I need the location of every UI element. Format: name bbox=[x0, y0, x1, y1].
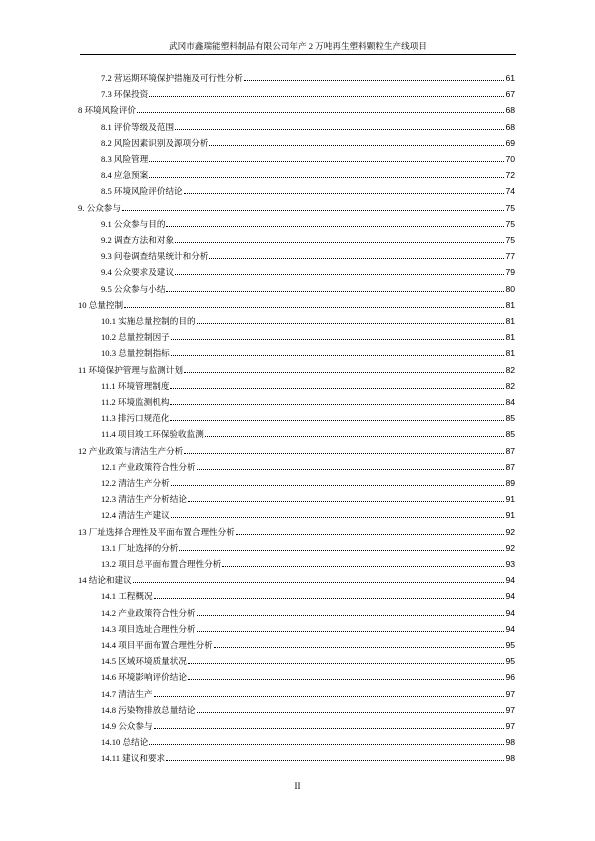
dot-leader bbox=[170, 388, 504, 389]
dot-leader bbox=[171, 485, 505, 486]
toc-section-entry[interactable] bbox=[101, 283, 515, 295]
toc-entry-page: 68 bbox=[505, 105, 515, 116]
dot-leader bbox=[170, 420, 504, 421]
toc-entry-title: 8.3 风险管理 bbox=[101, 154, 149, 164]
toc-entry-page: 82 bbox=[505, 364, 515, 375]
dot-leader bbox=[171, 339, 505, 340]
toc-entry-page: 70 bbox=[505, 154, 515, 164]
dot-leader bbox=[244, 80, 505, 81]
dot-leader bbox=[197, 323, 505, 324]
toc-entry-title: 13 厂址选择合理性及平面布置合理性分析 bbox=[78, 526, 235, 537]
toc-section-entry[interactable] bbox=[101, 493, 515, 505]
toc-section-entry[interactable] bbox=[101, 623, 515, 635]
toc-entry-page: 82 bbox=[505, 380, 515, 391]
toc-chapter-entry[interactable] bbox=[78, 445, 515, 457]
toc-section-entry[interactable] bbox=[101, 185, 515, 197]
toc-entry-page: 84 bbox=[505, 397, 515, 407]
toc-section-entry[interactable] bbox=[101, 121, 515, 133]
toc-entry-page: 94 bbox=[505, 623, 515, 634]
dot-leader bbox=[175, 274, 504, 275]
toc-entry-page: 89 bbox=[505, 478, 515, 488]
dot-leader bbox=[154, 598, 505, 599]
dot-leader bbox=[184, 453, 504, 454]
dot-leader bbox=[184, 193, 505, 194]
toc-entry-page: 75 bbox=[505, 202, 515, 213]
toc-entry-title: 12.2 清洁生产分析 bbox=[101, 478, 170, 488]
toc-entry-title: 8.2 风险因素识别及源项分析 bbox=[101, 137, 209, 148]
toc-entry-page: 92 bbox=[505, 526, 515, 537]
toc-entry-page: 77 bbox=[505, 251, 515, 262]
toc-section-entry[interactable] bbox=[101, 752, 515, 764]
dot-leader bbox=[171, 355, 505, 356]
toc-section-entry[interactable] bbox=[101, 331, 515, 343]
dot-leader bbox=[133, 582, 505, 583]
toc-entry-title: 14 结论和建议 bbox=[78, 575, 132, 586]
toc-entry-title: 8.1 评价等级及范围 bbox=[101, 121, 175, 132]
toc-entry-page: 93 bbox=[505, 559, 515, 569]
toc-section-entry[interactable] bbox=[101, 688, 515, 700]
toc-entry-title: 13.1 厂址选择的分析 bbox=[101, 542, 179, 553]
toc-entry-title: 14.4 项目平面布置合理性分析 bbox=[101, 640, 213, 650]
toc-section-entry[interactable] bbox=[101, 234, 515, 246]
toc-chapter-entry[interactable] bbox=[78, 299, 515, 311]
toc-chapter-entry[interactable] bbox=[78, 574, 515, 586]
toc-section-entry[interactable] bbox=[101, 266, 515, 278]
toc-entry-title: 9.3 问卷调查结果统计和分析 bbox=[101, 251, 209, 262]
toc-section-entry[interactable] bbox=[101, 704, 515, 716]
toc-entry-page: 81 bbox=[505, 348, 515, 359]
toc-entry-title: 14.5 区域环境质量状况 bbox=[101, 656, 187, 667]
toc-entry-title: 8.5 环境风险评价结论 bbox=[101, 186, 183, 197]
toc-entry-title: 10.1 实施总量控制的目的 bbox=[101, 316, 196, 326]
toc-entry-page: 94 bbox=[505, 575, 515, 586]
toc-section-entry[interactable] bbox=[101, 250, 515, 262]
toc-entry-page: 97 bbox=[505, 704, 515, 715]
dot-leader bbox=[222, 566, 504, 567]
running-header: 武冈市鑫瑞能塑料制品有限公司年产 2 万吨再生塑料颗粒生产线项目 bbox=[169, 41, 427, 51]
toc-entry-title: 14.11 建议和要求 bbox=[101, 753, 166, 764]
toc-entry-page: 95 bbox=[505, 656, 515, 667]
dot-leader bbox=[154, 728, 505, 729]
toc-section-entry[interactable] bbox=[101, 607, 515, 619]
dot-leader bbox=[175, 129, 504, 130]
toc-entry-page: 67 bbox=[505, 89, 515, 100]
toc-entry-title: 11.2 环境监测机构 bbox=[101, 397, 170, 407]
toc-entry-title: 14.2 产业政策符合性分析 bbox=[101, 607, 196, 618]
toc-entry-page: 75 bbox=[505, 235, 515, 245]
toc-entry-title: 11.3 排污口规范化 bbox=[101, 413, 170, 424]
dot-leader bbox=[170, 404, 504, 405]
toc-entry-title: 11.1 环境管理制度 bbox=[101, 380, 170, 391]
toc-entry-title: 8.4 应急预案 bbox=[101, 170, 149, 181]
dot-leader bbox=[209, 145, 504, 146]
toc-entry-title: 14.8 污染物排放总量结论 bbox=[101, 704, 196, 715]
toc-entry-title: 14.10 总结论 bbox=[101, 737, 149, 748]
toc-entry-title: 14.9 公众参与 bbox=[101, 721, 153, 731]
toc-section-entry[interactable] bbox=[101, 477, 515, 489]
dot-leader bbox=[205, 436, 505, 437]
dot-leader bbox=[137, 112, 504, 113]
toc-entry-page: 91 bbox=[505, 510, 515, 521]
dot-leader bbox=[209, 258, 504, 259]
dot-leader bbox=[166, 291, 504, 292]
header-rule bbox=[80, 54, 516, 55]
toc-entry-page: 94 bbox=[505, 591, 515, 602]
toc-entry-title: 9.1 公众参与目的 bbox=[101, 218, 166, 229]
toc-chapter-entry[interactable] bbox=[78, 364, 515, 376]
toc-entry-page: 80 bbox=[505, 283, 515, 294]
toc-entry-title: 9.5 公众参与小结 bbox=[101, 283, 166, 294]
toc-section-entry[interactable] bbox=[101, 639, 515, 651]
toc-section-entry[interactable] bbox=[101, 88, 515, 100]
dot-leader bbox=[184, 372, 504, 373]
toc-entry-page: 97 bbox=[505, 688, 515, 699]
toc-entry-page: 94 bbox=[505, 607, 515, 618]
toc-entry-page: 85 bbox=[505, 413, 515, 424]
toc-entry-title: 13.2 项目总平面布置合理性分析 bbox=[101, 559, 222, 569]
toc-entry-title: 9.4 公众要求及建议 bbox=[101, 267, 175, 278]
toc-entry-title: 12.4 清洁生产建议 bbox=[101, 510, 170, 521]
toc-entry-title: 12.3 清洁生产分析结论 bbox=[101, 494, 187, 505]
toc-entry-title: 14.6 环境影响评价结论 bbox=[101, 672, 187, 683]
toc-entry-page: 79 bbox=[505, 267, 515, 278]
dot-leader bbox=[188, 501, 504, 502]
toc-entry-page: 81 bbox=[505, 299, 515, 310]
dot-leader bbox=[149, 744, 504, 745]
toc-entry-page: 98 bbox=[505, 737, 515, 748]
toc-entry-title: 8 环境风险评价 bbox=[78, 105, 137, 116]
toc-entry-title: 14.7 清洁生产 bbox=[101, 688, 153, 699]
toc-section-entry[interactable] bbox=[101, 315, 515, 327]
toc-section-entry[interactable] bbox=[101, 509, 515, 521]
toc-entry-page: 97 bbox=[505, 721, 515, 731]
toc-section-entry[interactable] bbox=[101, 137, 515, 149]
toc-section-entry[interactable] bbox=[101, 428, 515, 440]
dot-leader bbox=[154, 696, 505, 697]
dot-leader bbox=[188, 663, 504, 664]
toc-entry-title: 10 总量控制 bbox=[78, 299, 124, 310]
toc-entry-page: 87 bbox=[505, 461, 515, 472]
dot-leader bbox=[166, 760, 504, 761]
toc-section-entry[interactable] bbox=[101, 655, 515, 667]
toc-entry-title: 9.2 调查方法和对象 bbox=[101, 235, 175, 245]
toc-section-entry[interactable] bbox=[101, 72, 515, 84]
toc-entry-page: 69 bbox=[505, 137, 515, 148]
dot-leader bbox=[149, 177, 504, 178]
dot-leader bbox=[188, 679, 504, 680]
dot-leader bbox=[197, 615, 505, 616]
toc-section-entry[interactable] bbox=[101, 347, 515, 359]
dot-leader bbox=[149, 161, 504, 162]
toc-entry-page: 92 bbox=[505, 542, 515, 553]
toc-section-entry[interactable] bbox=[101, 558, 515, 570]
toc-entry-title: 9. 公众参与 bbox=[78, 202, 121, 213]
dot-leader bbox=[122, 210, 504, 211]
toc-section-entry[interactable] bbox=[101, 218, 515, 230]
toc-entry-page: 95 bbox=[505, 640, 515, 650]
toc-entry-page: 87 bbox=[505, 445, 515, 456]
toc-section-entry[interactable] bbox=[101, 169, 515, 181]
toc-chapter-entry[interactable] bbox=[78, 202, 515, 214]
toc-section-entry[interactable] bbox=[101, 412, 515, 424]
toc-entry-title: 14.3 项目选址合理性分析 bbox=[101, 623, 196, 634]
toc-entry-title: 12 产业政策与清洁生产分析 bbox=[78, 445, 184, 456]
toc-entry-page: 61 bbox=[505, 73, 515, 83]
toc-chapter-entry[interactable] bbox=[78, 526, 515, 538]
toc-entry-title: 10.3 总量控制指标 bbox=[101, 348, 170, 359]
dot-leader bbox=[179, 550, 504, 551]
dot-leader bbox=[236, 534, 505, 535]
toc-section-entry[interactable] bbox=[101, 153, 515, 165]
dot-leader bbox=[175, 242, 504, 243]
toc-entry-title: 14.1 工程概况 bbox=[101, 591, 153, 602]
toc-section-entry[interactable] bbox=[101, 671, 515, 683]
toc-section-entry[interactable] bbox=[101, 396, 515, 408]
toc-section-entry[interactable] bbox=[101, 736, 515, 748]
toc-section-entry[interactable] bbox=[101, 461, 515, 473]
toc-section-entry[interactable] bbox=[101, 590, 515, 602]
toc-entry-page: 85 bbox=[505, 429, 515, 440]
toc-entry-page: 98 bbox=[505, 753, 515, 764]
toc-section-entry[interactable] bbox=[101, 542, 515, 554]
page-number: II bbox=[294, 781, 301, 791]
toc-entry-title: 10.2 总量控制因子 bbox=[101, 332, 170, 343]
toc-entry-title: 7.2 营运期环境保护措施及可行性分析 bbox=[101, 73, 243, 83]
toc-entry-page: 75 bbox=[505, 218, 515, 229]
toc-entry-title: 12.1 产业政策符合性分析 bbox=[101, 461, 196, 472]
dot-leader bbox=[197, 469, 505, 470]
dot-leader bbox=[124, 307, 504, 308]
toc-entry-page: 91 bbox=[505, 494, 515, 505]
dot-leader bbox=[171, 517, 505, 518]
dot-leader bbox=[149, 96, 504, 97]
toc-section-entry[interactable] bbox=[101, 380, 515, 392]
toc-entry-page: 81 bbox=[505, 332, 515, 343]
dot-leader bbox=[166, 226, 504, 227]
toc-entry-page: 72 bbox=[505, 170, 515, 181]
toc-entry-title: 11.4 项目竣工环保验收监测 bbox=[101, 429, 204, 440]
dot-leader bbox=[197, 712, 505, 713]
toc-entry-title: 11 环境保护管理与监测计划 bbox=[78, 364, 183, 375]
toc-entry-page: 74 bbox=[505, 186, 515, 197]
toc-section-entry[interactable] bbox=[101, 720, 515, 732]
toc-entry-title: 7.3 环保投资 bbox=[101, 89, 149, 100]
dot-leader bbox=[197, 631, 505, 632]
toc-entry-page: 96 bbox=[505, 672, 515, 683]
toc-entry-page: 81 bbox=[505, 316, 515, 326]
toc-chapter-entry[interactable] bbox=[78, 104, 515, 116]
toc-entry-page: 68 bbox=[505, 121, 515, 132]
dot-leader bbox=[214, 647, 505, 648]
